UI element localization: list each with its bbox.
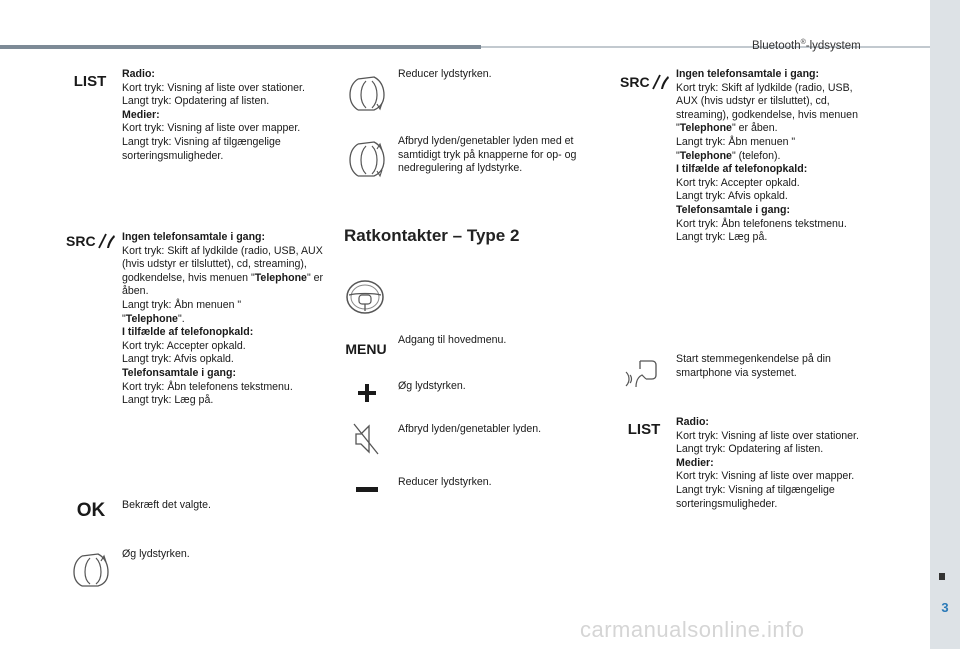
- page-sidebar: [930, 0, 960, 649]
- menu-description: Adgang til hovedmenu.: [398, 334, 507, 346]
- thumbwheel-up-icon: [68, 552, 112, 588]
- wheel-up-description: Øg lydstyrken.: [122, 548, 190, 560]
- src-description-right: Ingen telefonsamtale i gang: Kort tryk: Skift af lydkilde (radio, USB, AUX (hvis udstyr er tilsluttet), cd, streaming), godkendelse, hvis menuen "Telephone" er åben. Langt tryk: Åbn menuen " "Telephone" (telefon). I tilfælde af telefonopkald: Kort tryk: Accepter opkald. Langt tryk: Afvis opkald. Telefonsamtale i gang: Kort tryk: Åbn telefonens tekstmenu. Langt tryk: Læg på.: [676, 68, 858, 244]
- mute-description: Afbryd lyden/genetabler lyden.: [398, 423, 542, 435]
- section-title: Ratkontakter – Type 2: [344, 226, 520, 245]
- ok-description: Bekræft det valgte.: [122, 499, 211, 511]
- thumbwheel-down-icon: [344, 75, 388, 113]
- minus-description: Reducer lydstyrken.: [398, 476, 492, 488]
- header-rule-light: [481, 46, 930, 48]
- plus-description: Øg lydstyrken.: [398, 380, 466, 392]
- list-description-right: Radio: Kort tryk: Visning af liste over stationer. Langt tryk: Opdatering af listen. Medier: Kort tryk: Visning af liste over mapper. Langt tryk: Visning af tilgængelige sorteringsmuligheder.: [676, 416, 859, 510]
- src-description: Ingen telefonsamtale i gang: Kort tryk: Skift af lydkilde (radio, USB, AUX (hvis udstyr er tilsluttet), cd, streaming), godkendelse, hvis menuen "Telephone" er åben. Langt tryk: Åbn menuen " "Telephone". I tilfælde af telefonopkald: Kort tryk: Accepter opkald. Langt tryk: Afvis opkald. Telefonsamtale i gang: Kort tryk: Åbn telefonens tekstmenu. Langt tryk: Læg på.: [122, 231, 324, 407]
- svg-text:SRC: SRC: [66, 233, 96, 249]
- svg-text:SRC: SRC: [620, 74, 650, 90]
- voice-recognition-icon: [624, 357, 660, 391]
- plus-icon: [357, 383, 377, 403]
- thumbwheel-press-icon: [344, 140, 388, 180]
- page-number: 3: [941, 600, 949, 615]
- wheel-down-description: Reducer lydstyrken.: [398, 68, 492, 80]
- page-marker: [939, 573, 945, 580]
- watermark: carmanualsonline.info: [580, 617, 805, 642]
- mute-icon: [352, 422, 380, 456]
- list-icon: LIST: [73, 73, 107, 90]
- minus-icon: [356, 487, 378, 493]
- list-description: Radio: Kort tryk: Visning af liste over stationer. Langt tryk: Opdatering af listen. Medier: Kort tryk: Visning af liste over mapper. Langt tryk: Visning af tilgængelige sorteringsmuligheder.: [122, 68, 305, 162]
- wheel-press-description: Afbryd lyden/genetabler lyden med et samtidigt tryk på knapperne for op- og nedregulering af lydstyrke.: [398, 135, 577, 175]
- header-rule-dark: [0, 45, 481, 49]
- list-icon-right: LIST: [627, 421, 661, 438]
- steering-wheel-icon: [344, 278, 386, 316]
- src-phone-icon: [66, 232, 116, 250]
- page-header-title: Bluetooth®-lydsystem: [752, 39, 861, 52]
- src-phone-icon-right: [620, 73, 670, 91]
- ok-icon: OK: [76, 500, 106, 521]
- menu-icon: MENU: [345, 341, 387, 357]
- voice-description: Start stemmegenkendelse på din smartphone via systemet.: [676, 353, 831, 379]
